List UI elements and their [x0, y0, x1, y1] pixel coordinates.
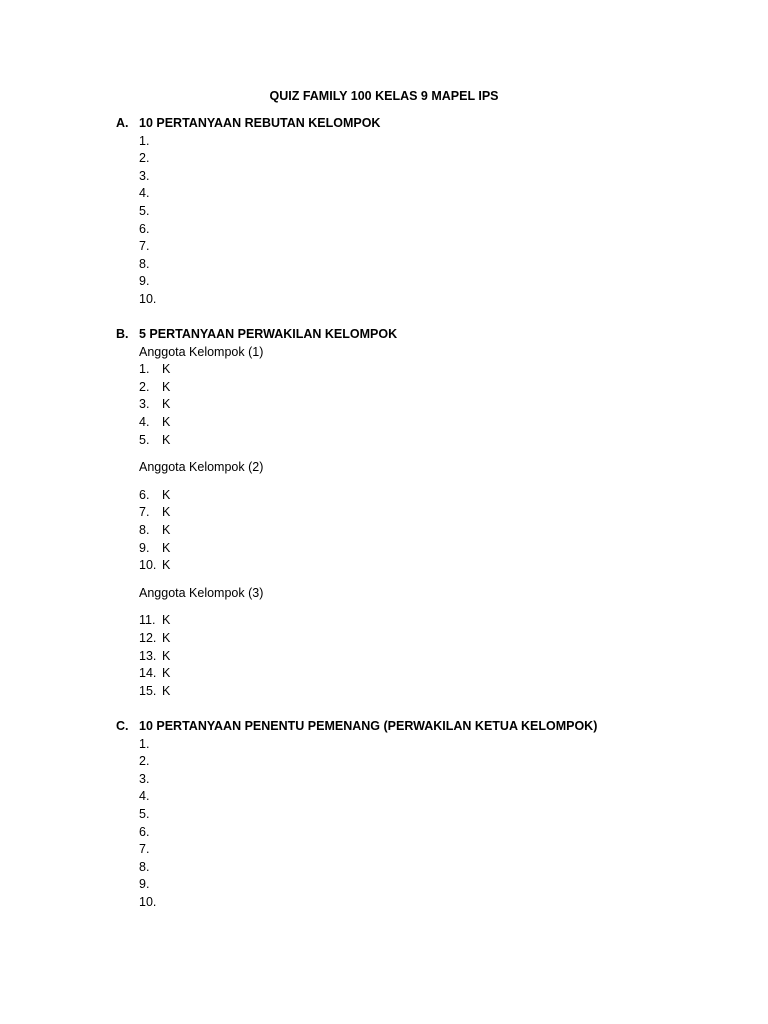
list-item	[139, 522, 716, 540]
item-number: 13.	[139, 648, 157, 663]
item-text: K	[162, 397, 171, 412]
group-3-list	[139, 612, 716, 700]
item-text: K	[162, 505, 171, 520]
section-a	[116, 115, 716, 309]
list-item	[139, 379, 716, 397]
item-number: 12.	[139, 630, 157, 645]
list-item: 3.	[139, 771, 150, 786]
list-item	[139, 630, 716, 648]
item-number: 4.	[139, 414, 150, 429]
list-item: 2.	[139, 151, 150, 166]
item-text: K	[162, 630, 171, 645]
item-number: 2.	[139, 379, 150, 394]
group-1-list	[139, 361, 716, 449]
item-number: 1.	[139, 362, 150, 377]
list-item	[139, 396, 716, 414]
list-item: 10.	[139, 291, 157, 306]
list-item: 3.	[139, 168, 150, 183]
section-b	[116, 326, 716, 700]
item-number: 10.	[139, 558, 157, 573]
section-c-heading	[116, 718, 716, 736]
item-number: 5.	[139, 432, 150, 447]
list-item	[139, 540, 716, 558]
item-text: K	[162, 648, 171, 663]
item-text: K	[162, 613, 171, 628]
section-c	[116, 718, 716, 912]
list-item: 6.	[139, 824, 150, 839]
item-number: 14.	[139, 666, 157, 681]
section-letter: B.	[116, 327, 129, 341]
item-number: 11.	[139, 613, 156, 628]
group-label: Anggota Kelompok (3)	[139, 585, 264, 600]
item-text: K	[162, 362, 171, 377]
item-text: K	[162, 558, 171, 573]
list-item	[139, 432, 716, 450]
group-label: Anggota Kelompok (1)	[139, 344, 264, 359]
item-number: 9.	[139, 540, 150, 555]
page-title: QUIZ FAMILY 100 KELAS 9 MAPEL IPS	[269, 89, 499, 103]
item-text: K	[162, 487, 171, 502]
list-item: 9.	[139, 274, 150, 289]
list-item	[139, 361, 716, 379]
section-letter: C.	[116, 719, 129, 733]
section-title: 10 PERTANYAAN REBUTAN KELOMPOK	[139, 116, 381, 130]
list-item	[139, 648, 716, 666]
list-item: 9.	[139, 877, 150, 892]
list-item: 1.	[139, 133, 150, 148]
list-item: 4.	[139, 186, 150, 201]
list-item	[139, 683, 716, 701]
list-item	[139, 557, 716, 575]
list-item	[139, 612, 716, 630]
item-number: 8.	[139, 522, 150, 537]
item-text: K	[162, 683, 171, 698]
list-item: 7.	[139, 239, 150, 254]
list-item: 5.	[139, 806, 150, 821]
item-text: K	[162, 666, 171, 681]
list-item: 4.	[139, 789, 150, 804]
list-item: 8.	[139, 859, 150, 874]
section-title: 5 PERTANYAAN PERWAKILAN KELOMPOK	[139, 327, 398, 341]
group-label: Anggota Kelompok (2)	[139, 460, 264, 475]
list-item: 7.	[139, 842, 150, 857]
item-number: 7.	[139, 505, 150, 520]
item-number: 15.	[139, 683, 157, 698]
section-a-heading	[116, 115, 716, 133]
item-text: K	[162, 540, 171, 555]
item-text: K	[162, 414, 171, 429]
list-item: 10.	[139, 894, 157, 909]
list-item	[139, 504, 716, 522]
group-2-list	[139, 487, 716, 575]
list-item: 6.	[139, 221, 150, 236]
section-title: 10 PERTANYAAN PENENTU PEMENANG (PERWAKILAN KETUA KELOMPOK)	[139, 719, 598, 733]
list-item: 8.	[139, 256, 150, 271]
item-number: 6.	[139, 487, 150, 502]
item-text: K	[162, 432, 171, 447]
section-letter: A.	[116, 116, 129, 130]
item-text: K	[162, 379, 171, 394]
list-item: 1.	[139, 736, 150, 751]
list-item	[139, 665, 716, 683]
section-a-list	[139, 133, 716, 309]
section-b-heading	[116, 326, 716, 344]
item-number: 3.	[139, 397, 150, 412]
section-c-list	[139, 736, 716, 912]
item-text: K	[162, 522, 171, 537]
list-item	[139, 487, 716, 505]
list-item: 2.	[139, 754, 150, 769]
list-item	[139, 414, 716, 432]
list-item: 5.	[139, 203, 150, 218]
